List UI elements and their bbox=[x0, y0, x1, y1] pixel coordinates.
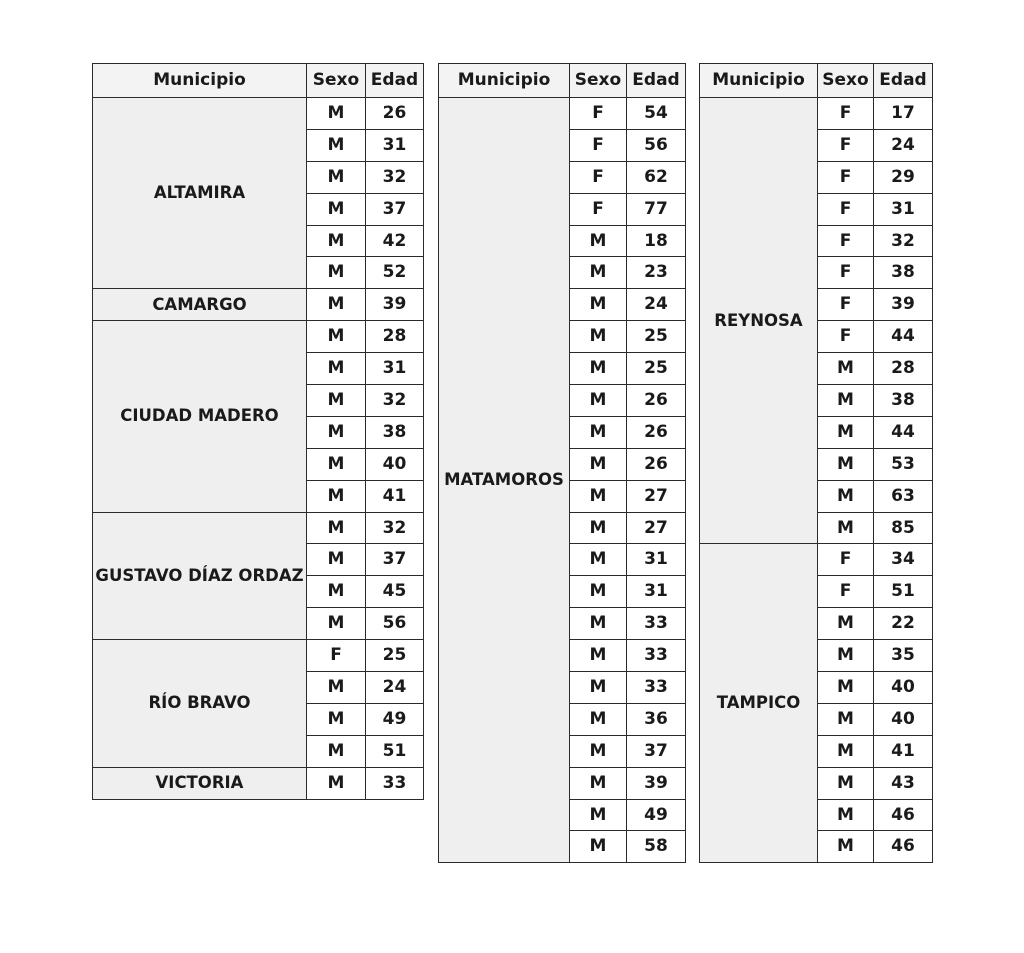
municipio-table-3 bbox=[699, 63, 933, 863]
edad-cell: 38 bbox=[874, 257, 933, 289]
edad-cell: 85 bbox=[874, 512, 933, 544]
sexo-cell: M bbox=[307, 576, 366, 608]
sexo-cell: F bbox=[818, 98, 874, 130]
sexo-cell: M bbox=[818, 416, 874, 448]
edad-cell: 46 bbox=[874, 831, 933, 863]
municipio-cell: GUSTAVO DÍAZ ORDAZ bbox=[93, 512, 307, 640]
sexo-cell: M bbox=[818, 735, 874, 767]
edad-cell: 39 bbox=[366, 289, 424, 321]
table-row bbox=[93, 512, 424, 544]
edad-cell: 26 bbox=[366, 98, 424, 130]
sexo-cell: M bbox=[570, 480, 627, 512]
sexo-cell: M bbox=[570, 448, 627, 480]
edad-cell: 62 bbox=[627, 161, 686, 193]
sexo-cell: M bbox=[307, 321, 366, 353]
edad-cell: 27 bbox=[627, 480, 686, 512]
sexo-cell: M bbox=[307, 385, 366, 417]
sexo-cell: M bbox=[307, 193, 366, 225]
sexo-cell: M bbox=[818, 703, 874, 735]
sexo-cell: M bbox=[570, 703, 627, 735]
header-edad: Edad bbox=[874, 64, 933, 98]
edad-cell: 31 bbox=[874, 193, 933, 225]
sexo-cell: M bbox=[570, 767, 627, 799]
sexo-cell: M bbox=[818, 767, 874, 799]
sexo-cell: M bbox=[307, 416, 366, 448]
sexo-cell: F bbox=[818, 193, 874, 225]
edad-cell: 41 bbox=[874, 735, 933, 767]
header-sexo: Sexo bbox=[818, 64, 874, 98]
edad-cell: 31 bbox=[627, 544, 686, 576]
sexo-cell: M bbox=[570, 321, 627, 353]
sexo-cell: M bbox=[570, 576, 627, 608]
sexo-cell: M bbox=[818, 608, 874, 640]
sexo-cell: F bbox=[818, 544, 874, 576]
sexo-cell: F bbox=[818, 289, 874, 321]
sexo-cell: M bbox=[570, 799, 627, 831]
edad-cell: 58 bbox=[627, 831, 686, 863]
edad-cell: 28 bbox=[366, 321, 424, 353]
edad-cell: 35 bbox=[874, 640, 933, 672]
sexo-cell: M bbox=[307, 480, 366, 512]
edad-cell: 24 bbox=[366, 672, 424, 704]
table-row bbox=[93, 98, 424, 130]
edad-cell: 34 bbox=[874, 544, 933, 576]
edad-cell: 63 bbox=[874, 480, 933, 512]
sexo-cell: M bbox=[570, 608, 627, 640]
edad-cell: 22 bbox=[874, 608, 933, 640]
municipio-cell: TAMPICO bbox=[700, 544, 818, 863]
edad-cell: 52 bbox=[366, 257, 424, 289]
edad-cell: 26 bbox=[627, 416, 686, 448]
edad-cell: 40 bbox=[874, 672, 933, 704]
sexo-cell: F bbox=[570, 129, 627, 161]
sexo-cell: M bbox=[818, 799, 874, 831]
sexo-cell: F bbox=[307, 640, 366, 672]
edad-cell: 44 bbox=[874, 321, 933, 353]
sexo-cell: M bbox=[818, 448, 874, 480]
table-row bbox=[700, 98, 933, 130]
sexo-cell: F bbox=[570, 98, 627, 130]
sexo-cell: M bbox=[818, 512, 874, 544]
edad-cell: 25 bbox=[627, 353, 686, 385]
header-edad: Edad bbox=[366, 64, 424, 98]
table-row bbox=[93, 289, 424, 321]
sexo-cell: M bbox=[307, 129, 366, 161]
edad-cell: 46 bbox=[874, 799, 933, 831]
edad-cell: 49 bbox=[366, 703, 424, 735]
sexo-cell: M bbox=[818, 385, 874, 417]
edad-cell: 23 bbox=[627, 257, 686, 289]
sexo-cell: M bbox=[307, 98, 366, 130]
edad-cell: 27 bbox=[627, 512, 686, 544]
sexo-cell: F bbox=[818, 321, 874, 353]
sexo-cell: M bbox=[307, 257, 366, 289]
edad-cell: 39 bbox=[627, 767, 686, 799]
edad-cell: 33 bbox=[627, 608, 686, 640]
table-row bbox=[700, 544, 933, 576]
edad-cell: 51 bbox=[366, 735, 424, 767]
header-municipio: Municipio bbox=[700, 64, 818, 98]
edad-cell: 37 bbox=[366, 193, 424, 225]
sexo-cell: M bbox=[307, 703, 366, 735]
sexo-cell: M bbox=[307, 161, 366, 193]
municipio-cell: CAMARGO bbox=[93, 289, 307, 321]
edad-cell: 39 bbox=[874, 289, 933, 321]
sexo-cell: M bbox=[570, 672, 627, 704]
edad-cell: 44 bbox=[874, 416, 933, 448]
edad-cell: 26 bbox=[627, 385, 686, 417]
sexo-cell: M bbox=[570, 257, 627, 289]
edad-cell: 29 bbox=[874, 161, 933, 193]
sexo-cell: M bbox=[818, 640, 874, 672]
sexo-cell: M bbox=[570, 544, 627, 576]
sexo-cell: F bbox=[570, 161, 627, 193]
sexo-cell: M bbox=[307, 735, 366, 767]
sexo-cell: M bbox=[570, 640, 627, 672]
sexo-cell: M bbox=[570, 225, 627, 257]
header-sexo: Sexo bbox=[570, 64, 627, 98]
header-row bbox=[93, 64, 424, 98]
edad-cell: 49 bbox=[627, 799, 686, 831]
edad-cell: 33 bbox=[627, 640, 686, 672]
header-sexo: Sexo bbox=[307, 64, 366, 98]
edad-cell: 31 bbox=[366, 353, 424, 385]
sexo-cell: M bbox=[307, 767, 366, 799]
header-row bbox=[700, 64, 933, 98]
sexo-cell: F bbox=[570, 193, 627, 225]
edad-cell: 56 bbox=[627, 129, 686, 161]
municipio-cell: REYNOSA bbox=[700, 98, 818, 544]
edad-cell: 31 bbox=[627, 576, 686, 608]
edad-cell: 32 bbox=[874, 225, 933, 257]
sexo-cell: F bbox=[818, 257, 874, 289]
table-row bbox=[93, 640, 424, 672]
municipio-cell: MATAMOROS bbox=[439, 98, 570, 863]
edad-cell: 28 bbox=[874, 353, 933, 385]
edad-cell: 38 bbox=[366, 416, 424, 448]
municipio-cell: CIUDAD MADERO bbox=[93, 321, 307, 512]
sexo-cell: M bbox=[818, 831, 874, 863]
edad-cell: 32 bbox=[366, 512, 424, 544]
edad-cell: 41 bbox=[366, 480, 424, 512]
sexo-cell: M bbox=[570, 512, 627, 544]
sexo-cell: M bbox=[307, 544, 366, 576]
header-edad: Edad bbox=[627, 64, 686, 98]
edad-cell: 53 bbox=[874, 448, 933, 480]
edad-cell: 26 bbox=[627, 448, 686, 480]
edad-cell: 54 bbox=[627, 98, 686, 130]
sexo-cell: M bbox=[307, 289, 366, 321]
edad-cell: 31 bbox=[366, 129, 424, 161]
municipio-table-2 bbox=[438, 63, 686, 863]
edad-cell: 40 bbox=[366, 448, 424, 480]
sexo-cell: M bbox=[570, 416, 627, 448]
sexo-cell: M bbox=[307, 448, 366, 480]
municipio-cell: VICTORIA bbox=[93, 767, 307, 799]
sexo-cell: F bbox=[818, 576, 874, 608]
table-row bbox=[93, 767, 424, 799]
sexo-cell: M bbox=[570, 385, 627, 417]
edad-cell: 36 bbox=[627, 703, 686, 735]
edad-cell: 43 bbox=[874, 767, 933, 799]
sexo-cell: M bbox=[307, 608, 366, 640]
edad-cell: 42 bbox=[366, 225, 424, 257]
header-row bbox=[439, 64, 686, 98]
edad-cell: 33 bbox=[366, 767, 424, 799]
edad-cell: 17 bbox=[874, 98, 933, 130]
edad-cell: 25 bbox=[627, 321, 686, 353]
edad-cell: 24 bbox=[874, 129, 933, 161]
sexo-cell: M bbox=[307, 672, 366, 704]
sexo-cell: M bbox=[307, 225, 366, 257]
edad-cell: 24 bbox=[627, 289, 686, 321]
edad-cell: 32 bbox=[366, 161, 424, 193]
edad-cell: 18 bbox=[627, 225, 686, 257]
sexo-cell: M bbox=[307, 512, 366, 544]
edad-cell: 56 bbox=[366, 608, 424, 640]
sexo-cell: M bbox=[818, 480, 874, 512]
header-municipio: Municipio bbox=[439, 64, 570, 98]
edad-cell: 33 bbox=[627, 672, 686, 704]
sexo-cell: F bbox=[818, 129, 874, 161]
sexo-cell: M bbox=[307, 353, 366, 385]
edad-cell: 40 bbox=[874, 703, 933, 735]
municipio-cell: ALTAMIRA bbox=[93, 98, 307, 289]
table-row bbox=[439, 98, 686, 130]
edad-cell: 45 bbox=[366, 576, 424, 608]
sexo-cell: M bbox=[570, 353, 627, 385]
edad-cell: 38 bbox=[874, 385, 933, 417]
edad-cell: 32 bbox=[366, 385, 424, 417]
sexo-cell: M bbox=[818, 353, 874, 385]
sexo-cell: F bbox=[818, 161, 874, 193]
edad-cell: 51 bbox=[874, 576, 933, 608]
edad-cell: 77 bbox=[627, 193, 686, 225]
sexo-cell: M bbox=[570, 735, 627, 767]
sexo-cell: M bbox=[570, 831, 627, 863]
table-row bbox=[93, 321, 424, 353]
header-municipio: Municipio bbox=[93, 64, 307, 98]
sexo-cell: F bbox=[818, 225, 874, 257]
edad-cell: 37 bbox=[627, 735, 686, 767]
sexo-cell: M bbox=[570, 289, 627, 321]
municipio-table-1 bbox=[92, 63, 424, 800]
edad-cell: 37 bbox=[366, 544, 424, 576]
municipio-cell: RÍO BRAVO bbox=[93, 640, 307, 768]
edad-cell: 25 bbox=[366, 640, 424, 672]
sexo-cell: M bbox=[818, 672, 874, 704]
